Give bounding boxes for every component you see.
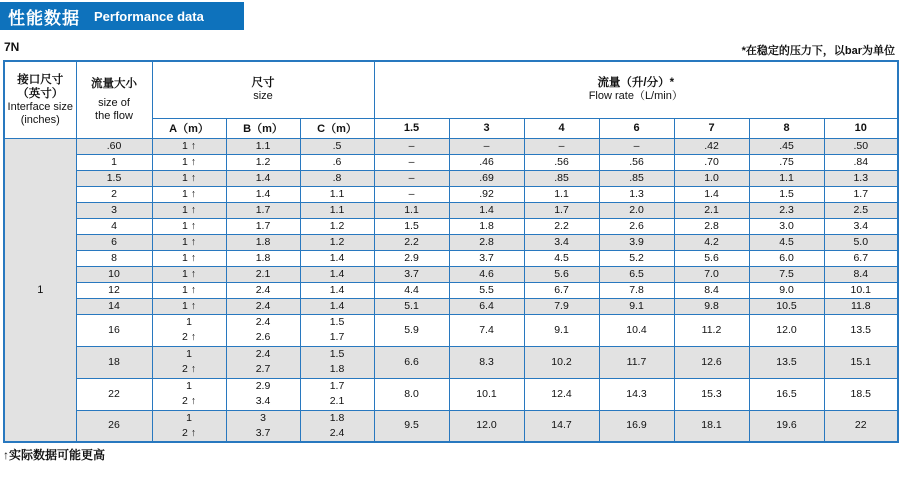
header-flow-size-en2: the flow bbox=[95, 109, 133, 122]
flow-rate-cell-4: 3.4 bbox=[524, 234, 599, 250]
header-rate-5: 7 bbox=[674, 118, 749, 138]
flow-size-cell: 6 bbox=[76, 234, 152, 250]
dim-b-cell: 2.4 bbox=[226, 298, 300, 314]
flow-rate-cell-3: .92 bbox=[449, 186, 524, 202]
flow-size-cell: 18 bbox=[76, 346, 152, 378]
dim-c-cell: 1.4 bbox=[300, 282, 374, 298]
flow-rate-cell-3: .69 bbox=[449, 170, 524, 186]
table-row bbox=[4, 346, 898, 378]
table-row bbox=[4, 266, 898, 282]
flow-rate-cell-1.5: 2.2 bbox=[374, 234, 449, 250]
table-row bbox=[4, 378, 898, 410]
header-size-en: size bbox=[253, 90, 273, 103]
flow-size-cell: 26 bbox=[76, 410, 152, 442]
dim-a-cell: 1 ↑ bbox=[152, 154, 226, 170]
dim-a-cell: 1 ↑ bbox=[152, 266, 226, 282]
flow-rate-cell-4: 9.1 bbox=[524, 314, 599, 346]
dim-c-cell: .5 bbox=[300, 138, 374, 154]
banner-title-en: Performance data bbox=[94, 8, 204, 24]
table-row bbox=[4, 138, 898, 154]
flow-rate-cell-3: 4.6 bbox=[449, 266, 524, 282]
flow-rate-cell-4: 5.6 bbox=[524, 266, 599, 282]
flow-rate-cell-7: 7.0 bbox=[674, 266, 749, 282]
dim-b-cell: 2.4 2.7 bbox=[226, 346, 300, 378]
section-banner bbox=[0, 2, 244, 30]
dim-c-cell: 1.8 2.4 bbox=[300, 410, 374, 442]
flow-size-cell: 16 bbox=[76, 314, 152, 346]
dim-b-cell: 3 3.7 bbox=[226, 410, 300, 442]
flow-rate-cell-10: 1.3 bbox=[824, 170, 898, 186]
flow-rate-cell-1.5: 5.9 bbox=[374, 314, 449, 346]
header-interface-zh2: （英寸） bbox=[17, 87, 64, 100]
flow-rate-cell-4: .56 bbox=[524, 154, 599, 170]
header-flow-rate-zh: 流量（升/分）* bbox=[597, 77, 675, 90]
dim-c-cell: 1.2 bbox=[300, 234, 374, 250]
flow-rate-cell-6: 1.3 bbox=[599, 186, 674, 202]
flow-rate-cell-7: 2.1 bbox=[674, 202, 749, 218]
flow-rate-cell-10: 13.5 bbox=[824, 314, 898, 346]
flow-rate-cell-7: 1.0 bbox=[674, 170, 749, 186]
flow-rate-cell-10: 10.1 bbox=[824, 282, 898, 298]
flow-rate-cell-6: .85 bbox=[599, 170, 674, 186]
flow-rate-cell-6: 5.2 bbox=[599, 250, 674, 266]
flow-rate-cell-7: 5.6 bbox=[674, 250, 749, 266]
header-rate-1: 1.5 bbox=[374, 118, 449, 138]
flow-rate-cell-6: 16.9 bbox=[599, 410, 674, 442]
table-row bbox=[4, 250, 898, 266]
flow-rate-cell-8: 1.5 bbox=[749, 186, 824, 202]
dim-c-cell: 1.5 1.8 bbox=[300, 346, 374, 378]
flow-rate-cell-7: .42 bbox=[674, 138, 749, 154]
flow-size-cell: 3 bbox=[76, 202, 152, 218]
flow-rate-cell-6: 7.8 bbox=[599, 282, 674, 298]
flow-size-cell: .60 bbox=[76, 138, 152, 154]
flow-rate-cell-8: 13.5 bbox=[749, 346, 824, 378]
flow-rate-cell-3: – bbox=[449, 138, 524, 154]
dim-c-cell: 1.1 bbox=[300, 202, 374, 218]
flow-rate-cell-10: 11.8 bbox=[824, 298, 898, 314]
flow-rate-cell-6: 14.3 bbox=[599, 378, 674, 410]
header-flow-rate-group bbox=[374, 61, 898, 118]
flow-rate-cell-6: 2.0 bbox=[599, 202, 674, 218]
model-label: 7N bbox=[4, 40, 20, 54]
dim-b-cell: 1.4 bbox=[226, 170, 300, 186]
flow-rate-cell-10: 1.7 bbox=[824, 186, 898, 202]
flow-rate-cell-4: 12.4 bbox=[524, 378, 599, 410]
flow-rate-cell-1.5: – bbox=[374, 170, 449, 186]
flow-rate-cell-8: 10.5 bbox=[749, 298, 824, 314]
flow-rate-cell-10: 5.0 bbox=[824, 234, 898, 250]
header-flow-size-en1: size of bbox=[98, 96, 130, 109]
flow-rate-cell-7: 15.3 bbox=[674, 378, 749, 410]
dim-c-cell: 1.4 bbox=[300, 250, 374, 266]
flow-rate-cell-3: 8.3 bbox=[449, 346, 524, 378]
table-row bbox=[4, 282, 898, 298]
flow-rate-cell-8: 12.0 bbox=[749, 314, 824, 346]
table-row bbox=[4, 234, 898, 250]
dim-c-cell: 1.4 bbox=[300, 266, 374, 282]
pressure-note: *在稳定的压力下，以bar为单位 bbox=[741, 45, 895, 57]
table-row bbox=[4, 410, 898, 442]
flow-rate-cell-8: 16.5 bbox=[749, 378, 824, 410]
flow-rate-cell-7: 11.2 bbox=[674, 314, 749, 346]
flow-size-cell: 14 bbox=[76, 298, 152, 314]
dim-c-cell: 1.4 bbox=[300, 298, 374, 314]
dim-b-cell: 1.2 bbox=[226, 154, 300, 170]
header-flow-rate-en: Flow rate（L/min） bbox=[588, 90, 683, 103]
dim-a-cell: 1 ↑ bbox=[152, 250, 226, 266]
header-dim-c: C（m） bbox=[300, 118, 374, 138]
flow-rate-cell-4: 2.2 bbox=[524, 218, 599, 234]
flow-rate-cell-7: 8.4 bbox=[674, 282, 749, 298]
flow-rate-cell-1.5: – bbox=[374, 154, 449, 170]
flow-rate-cell-8: .45 bbox=[749, 138, 824, 154]
table-row bbox=[4, 218, 898, 234]
table-row bbox=[4, 314, 898, 346]
flow-rate-cell-6: 10.4 bbox=[599, 314, 674, 346]
dim-c-cell: 1.2 bbox=[300, 218, 374, 234]
interface-size-cell: 1 bbox=[4, 138, 76, 442]
dim-a-cell: 1 ↑ bbox=[152, 138, 226, 154]
flow-rate-cell-10: .84 bbox=[824, 154, 898, 170]
flow-size-cell: 10 bbox=[76, 266, 152, 282]
performance-table bbox=[3, 60, 899, 443]
header-dim-b: B（m） bbox=[226, 118, 300, 138]
flow-rate-cell-8: 9.0 bbox=[749, 282, 824, 298]
header-interface-size bbox=[4, 61, 76, 138]
table-row bbox=[4, 170, 898, 186]
dim-c-cell: .6 bbox=[300, 154, 374, 170]
table-row bbox=[4, 154, 898, 170]
dim-c-cell: 1.1 bbox=[300, 186, 374, 202]
header-rate-2: 3 bbox=[449, 118, 524, 138]
flow-size-cell: 1.5 bbox=[76, 170, 152, 186]
flow-rate-cell-8: 1.1 bbox=[749, 170, 824, 186]
dim-a-cell: 1 ↑ bbox=[152, 186, 226, 202]
dim-b-cell: 2.4 bbox=[226, 282, 300, 298]
dim-a-cell: 1 ↑ bbox=[152, 234, 226, 250]
flow-rate-cell-8: .75 bbox=[749, 154, 824, 170]
flow-rate-cell-6: .56 bbox=[599, 154, 674, 170]
flow-rate-cell-1.5: – bbox=[374, 138, 449, 154]
header-dim-a: A（m） bbox=[152, 118, 226, 138]
dim-b-cell: 1.1 bbox=[226, 138, 300, 154]
flow-rate-cell-7: 18.1 bbox=[674, 410, 749, 442]
dim-b-cell: 2.9 3.4 bbox=[226, 378, 300, 410]
flow-rate-cell-6: 6.5 bbox=[599, 266, 674, 282]
flow-rate-cell-10: 6.7 bbox=[824, 250, 898, 266]
dim-a-cell: 1 2 ↑ bbox=[152, 314, 226, 346]
flow-rate-cell-4: 10.2 bbox=[524, 346, 599, 378]
dim-b-cell: 2.4 2.6 bbox=[226, 314, 300, 346]
flow-rate-cell-1.5: 5.1 bbox=[374, 298, 449, 314]
flow-rate-cell-4: 1.7 bbox=[524, 202, 599, 218]
dim-b-cell: 1.8 bbox=[226, 250, 300, 266]
flow-rate-cell-1.5: 2.9 bbox=[374, 250, 449, 266]
flow-size-cell: 12 bbox=[76, 282, 152, 298]
dim-b-cell: 1.4 bbox=[226, 186, 300, 202]
flow-rate-cell-6: 2.6 bbox=[599, 218, 674, 234]
dim-b-cell: 1.7 bbox=[226, 218, 300, 234]
flow-rate-cell-8: 3.0 bbox=[749, 218, 824, 234]
flow-rate-cell-6: 11.7 bbox=[599, 346, 674, 378]
flow-rate-cell-1.5: 6.6 bbox=[374, 346, 449, 378]
dim-b-cell: 2.1 bbox=[226, 266, 300, 282]
flow-rate-cell-3: 1.8 bbox=[449, 218, 524, 234]
flow-rate-cell-8: 6.0 bbox=[749, 250, 824, 266]
flow-rate-cell-3: 10.1 bbox=[449, 378, 524, 410]
header-size-zh: 尺寸 bbox=[251, 77, 275, 90]
flow-rate-cell-10: 15.1 bbox=[824, 346, 898, 378]
flow-rate-cell-6: 9.1 bbox=[599, 298, 674, 314]
flow-rate-cell-8: 4.5 bbox=[749, 234, 824, 250]
flow-rate-cell-7: 1.4 bbox=[674, 186, 749, 202]
flow-rate-cell-1.5: 9.5 bbox=[374, 410, 449, 442]
flow-rate-cell-4: 7.9 bbox=[524, 298, 599, 314]
flow-rate-cell-7: 9.8 bbox=[674, 298, 749, 314]
dim-c-cell: .8 bbox=[300, 170, 374, 186]
header-interface-en1: Interface size bbox=[7, 100, 73, 113]
header-rate-4: 6 bbox=[599, 118, 674, 138]
dim-a-cell: 1 2 ↑ bbox=[152, 378, 226, 410]
dim-a-cell: 1 2 ↑ bbox=[152, 346, 226, 378]
dim-a-cell: 1 ↑ bbox=[152, 170, 226, 186]
flow-rate-cell-4: 1.1 bbox=[524, 186, 599, 202]
flow-size-cell: 2 bbox=[76, 186, 152, 202]
flow-rate-cell-1.5: 1.1 bbox=[374, 202, 449, 218]
flow-rate-cell-3: 2.8 bbox=[449, 234, 524, 250]
flow-rate-cell-3: 3.7 bbox=[449, 250, 524, 266]
flow-rate-cell-3: .46 bbox=[449, 154, 524, 170]
flow-rate-cell-10: 18.5 bbox=[824, 378, 898, 410]
dim-b-cell: 1.8 bbox=[226, 234, 300, 250]
table-body bbox=[4, 138, 898, 442]
flow-rate-cell-7: 4.2 bbox=[674, 234, 749, 250]
header-rate-7: 10 bbox=[824, 118, 898, 138]
flow-rate-cell-4: .85 bbox=[524, 170, 599, 186]
flow-rate-cell-4: – bbox=[524, 138, 599, 154]
dim-c-cell: 1.7 2.1 bbox=[300, 378, 374, 410]
flow-rate-cell-10: .50 bbox=[824, 138, 898, 154]
flow-rate-cell-10: 22 bbox=[824, 410, 898, 442]
flow-rate-cell-4: 4.5 bbox=[524, 250, 599, 266]
flow-rate-cell-10: 2.5 bbox=[824, 202, 898, 218]
dim-a-cell: 1 2 ↑ bbox=[152, 410, 226, 442]
header-rate-3: 4 bbox=[524, 118, 599, 138]
flow-rate-cell-3: 7.4 bbox=[449, 314, 524, 346]
flow-rate-cell-8: 19.6 bbox=[749, 410, 824, 442]
flow-rate-cell-3: 6.4 bbox=[449, 298, 524, 314]
header-flow-size bbox=[76, 61, 152, 138]
header-flow-size-zh: 流量大小 bbox=[91, 77, 137, 90]
flow-rate-cell-1.5: 1.5 bbox=[374, 218, 449, 234]
footnote: ↑实际数据可能更高 bbox=[3, 448, 106, 462]
flow-rate-cell-4: 14.7 bbox=[524, 410, 599, 442]
flow-rate-cell-1.5: 8.0 bbox=[374, 378, 449, 410]
banner-title-zh: 性能数据 bbox=[8, 8, 80, 28]
header-rate-6: 8 bbox=[749, 118, 824, 138]
dim-a-cell: 1 ↑ bbox=[152, 202, 226, 218]
dim-a-cell: 1 ↑ bbox=[152, 298, 226, 314]
flow-rate-cell-8: 7.5 bbox=[749, 266, 824, 282]
flow-rate-cell-1.5: – bbox=[374, 186, 449, 202]
flow-rate-cell-7: 12.6 bbox=[674, 346, 749, 378]
header-interface-zh1: 接口尺寸 bbox=[17, 73, 64, 86]
flow-rate-cell-10: 3.4 bbox=[824, 218, 898, 234]
flow-rate-cell-3: 5.5 bbox=[449, 282, 524, 298]
table-row bbox=[4, 202, 898, 218]
flow-size-cell: 8 bbox=[76, 250, 152, 266]
dim-b-cell: 1.7 bbox=[226, 202, 300, 218]
flow-rate-cell-7: .70 bbox=[674, 154, 749, 170]
dim-c-cell: 1.5 1.7 bbox=[300, 314, 374, 346]
flow-rate-cell-8: 2.3 bbox=[749, 202, 824, 218]
header-interface-en2: (inches) bbox=[20, 113, 60, 126]
dim-a-cell: 1 ↑ bbox=[152, 282, 226, 298]
table-row bbox=[4, 186, 898, 202]
flow-size-cell: 22 bbox=[76, 378, 152, 410]
flow-rate-cell-6: 3.9 bbox=[599, 234, 674, 250]
table-row bbox=[4, 298, 898, 314]
flow-rate-cell-6: – bbox=[599, 138, 674, 154]
flow-rate-cell-3: 1.4 bbox=[449, 202, 524, 218]
flow-rate-cell-3: 12.0 bbox=[449, 410, 524, 442]
flow-rate-cell-1.5: 3.7 bbox=[374, 266, 449, 282]
flow-rate-cell-1.5: 4.4 bbox=[374, 282, 449, 298]
flow-size-cell: 1 bbox=[76, 154, 152, 170]
flow-rate-cell-4: 6.7 bbox=[524, 282, 599, 298]
flow-rate-cell-10: 8.4 bbox=[824, 266, 898, 282]
header-size-group bbox=[152, 61, 374, 118]
flow-size-cell: 4 bbox=[76, 218, 152, 234]
dim-a-cell: 1 ↑ bbox=[152, 218, 226, 234]
flow-rate-cell-7: 2.8 bbox=[674, 218, 749, 234]
